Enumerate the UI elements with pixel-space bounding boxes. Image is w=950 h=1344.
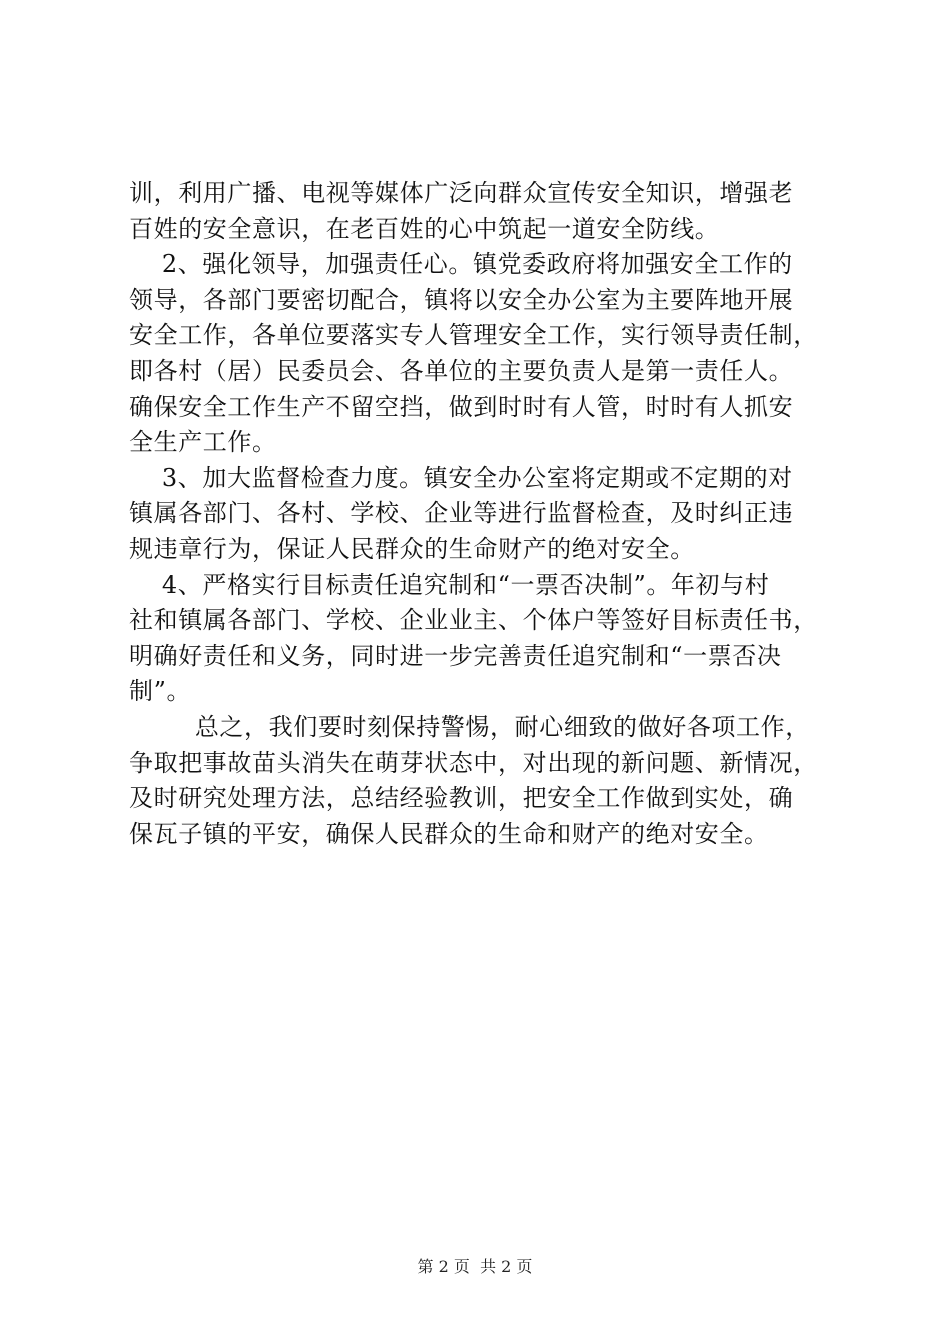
text-line: 争取把事故苗头消失在萌芽状态中，对出现的新问题、新情况， — [129, 748, 818, 777]
text-line: 安全工作，各单位要落实专人管理安全工作，实行领导责任制， — [129, 321, 818, 350]
text-line: 及时研究处理方法，总结经验教训，把安全工作做到实处，确 — [129, 784, 794, 813]
text-line: 制”。 — [129, 677, 192, 706]
text-line: 2、强化领导，加强责任心。镇党委政府将加强安全工作的 — [129, 250, 793, 279]
text-line: 镇属各部门、各村、学校、企业等进行监督检查，及时纠正违 — [129, 499, 794, 528]
text-line: 训，利用广播、电视等媒体广泛向群众宣传安全知识，增强老 — [129, 179, 794, 207]
body-text — [129, 176, 835, 852]
text-line: 百姓的安全意识，在老百姓的心中筑起一道安全防线。 — [129, 214, 720, 243]
text-line: 社和镇属各部门、学校、企业业主、个体户等签好目标责任书， — [129, 606, 818, 635]
text-line: 总之，我们要时刻保持警惕，耐心细致的做好各项工作， — [129, 712, 810, 741]
text-line: 4、严格实行目标责任追究制和“一票否决制”。年初与村 — [129, 570, 770, 599]
text-line: 3、加大监督检查力度。镇安全办公室将定期或不定期的对 — [129, 463, 793, 492]
page-footer: 第 2 页 共 2 页 — [417, 1257, 533, 1276]
text-line: 确保安全工作生产不留空挡，做到时时有人管，时时有人抓安 — [129, 392, 794, 421]
text-line: 保瓦子镇的平安，确保人民群众的生命和财产的绝对安全。 — [129, 819, 769, 848]
text-line: 全生产工作。 — [129, 428, 277, 457]
text-line: 明确好责任和义务，同时进一步完善责任追究制和“一票否决 — [129, 641, 782, 670]
text-line: 即各村（居）民委员会、各单位的主要负责人是第一责任人。 — [129, 356, 794, 385]
text-line: 规违章行为，保证人民群众的生命财产的绝对安全。 — [129, 534, 695, 563]
text-line: 领导，各部门要密切配合，镇将以安全办公室为主要阵地开展 — [129, 285, 794, 314]
